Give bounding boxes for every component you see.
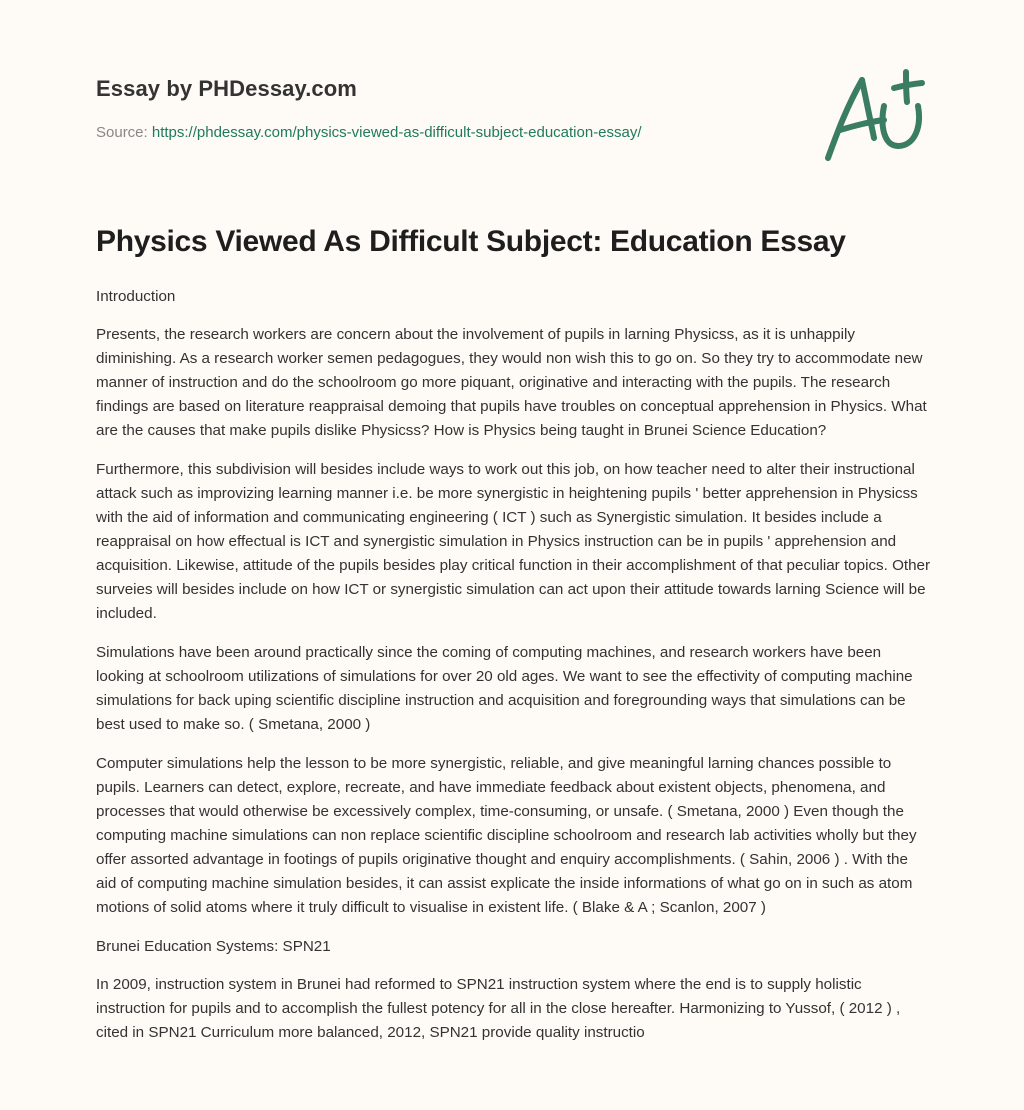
section-heading-introduction: Introduction <box>96 288 176 305</box>
page <box>96 0 932 1041</box>
a-plus-grade-icon <box>822 66 926 166</box>
paragraph: Furthermore, this subdivision will besides include ways to work out this job, on how teacher need to alter their instructional attack such as improvizing learning manner i.e. be more synergistic in heightening pupils ' better apprehension in Physicss with the aid of information and communicating engineering ( ICT ) such as Synergistic simulation. It besides include a reappraisal on how effectual is ICT and synergistic simulation in Physics instruction can be in pupils ' apprehension and acquisition. Likewise, attitude of the pupils besides play critical function in their accomplishment of that peculiar topics. Other surveies will besides include on how ICT or synergistic simulation can act upon their attitude towards larning Science will be included. <box>96 461 931 622</box>
article-body <box>96 285 932 1060</box>
source-label: Source: <box>96 124 148 141</box>
paragraph: Presents, the research workers are concern about the involvement of pupils in larning Physicss, as it is unhappily diminishing. As a research worker semen pedagogues, they would non wish this to go on. So they try to accommodate new manner of instruction and do the schoolroom go more piquant, originative and interacting with the pupils. The research findings are based on literature reappraisal demoing that pupils have troubles on conceptual apprehension in Physics. What are the causes that make pupils dislike Physicss? How is Physics being taught in Brunei Science Education? <box>96 326 927 439</box>
site-brand: Essay by PHDessay.com <box>96 76 357 101</box>
paragraph: Simulations have been around practically since the coming of computing machines, and research workers have been looking at schoolroom utilizations of simulations for over 20 old ages. We want to see the effectivity of computing machine simulations for back uping scientific discipline instruction and acquisition and foregrounding ways that simulations can be best used to make so. ( Smetana, 2000 ) <box>96 644 913 733</box>
section-heading-brunei-education: Brunei Education Systems: SPN21 <box>96 938 331 955</box>
site-header <box>96 0 932 190</box>
paragraph: In 2009, instruction system in Brunei had reformed to SPN21 instruction system where the end is to supply holistic instruction for pupils and to accomplish the fullest potency for all in the close hereafter. Harmonizing to Yussof, ( 2012 ) , cited in SPN21 Curriculum more balanced, 2012, SPN21 provide quality instructio <box>96 976 901 1041</box>
article-title: Physics Viewed As Difficult Subject: Education Essay <box>96 225 846 258</box>
source-link[interactable]: https://phdessay.com/physics-viewed-as-difficult-subject-education-essay/ <box>151 124 642 141</box>
source-line <box>96 124 642 141</box>
paragraph: Computer simulations help the lesson to be more synergistic, reliable, and give meaningful larning chances possible to pupils. Learners can detect, explore, recreate, and have immediate feedback about existent objects, phenomena, and processes that would otherwise be excessively complex, time-consuming, or unsafe. ( Smetana, 2000 ) Even though the computing machine simulations can non replace scientific discipline schoolroom and research lab activities wholly but they offer assorted advantage in footings of pupils originative thought and enquiry accomplishments. ( Sahin, 2006 ) . With the aid of computing machine simulation besides, it can assist explicate the inside informations of what go on in such as atom motions of solid atoms where it truly difficult to visualise in existent life. ( Blake & A ; Scanlon, 2007 ) <box>96 755 917 916</box>
